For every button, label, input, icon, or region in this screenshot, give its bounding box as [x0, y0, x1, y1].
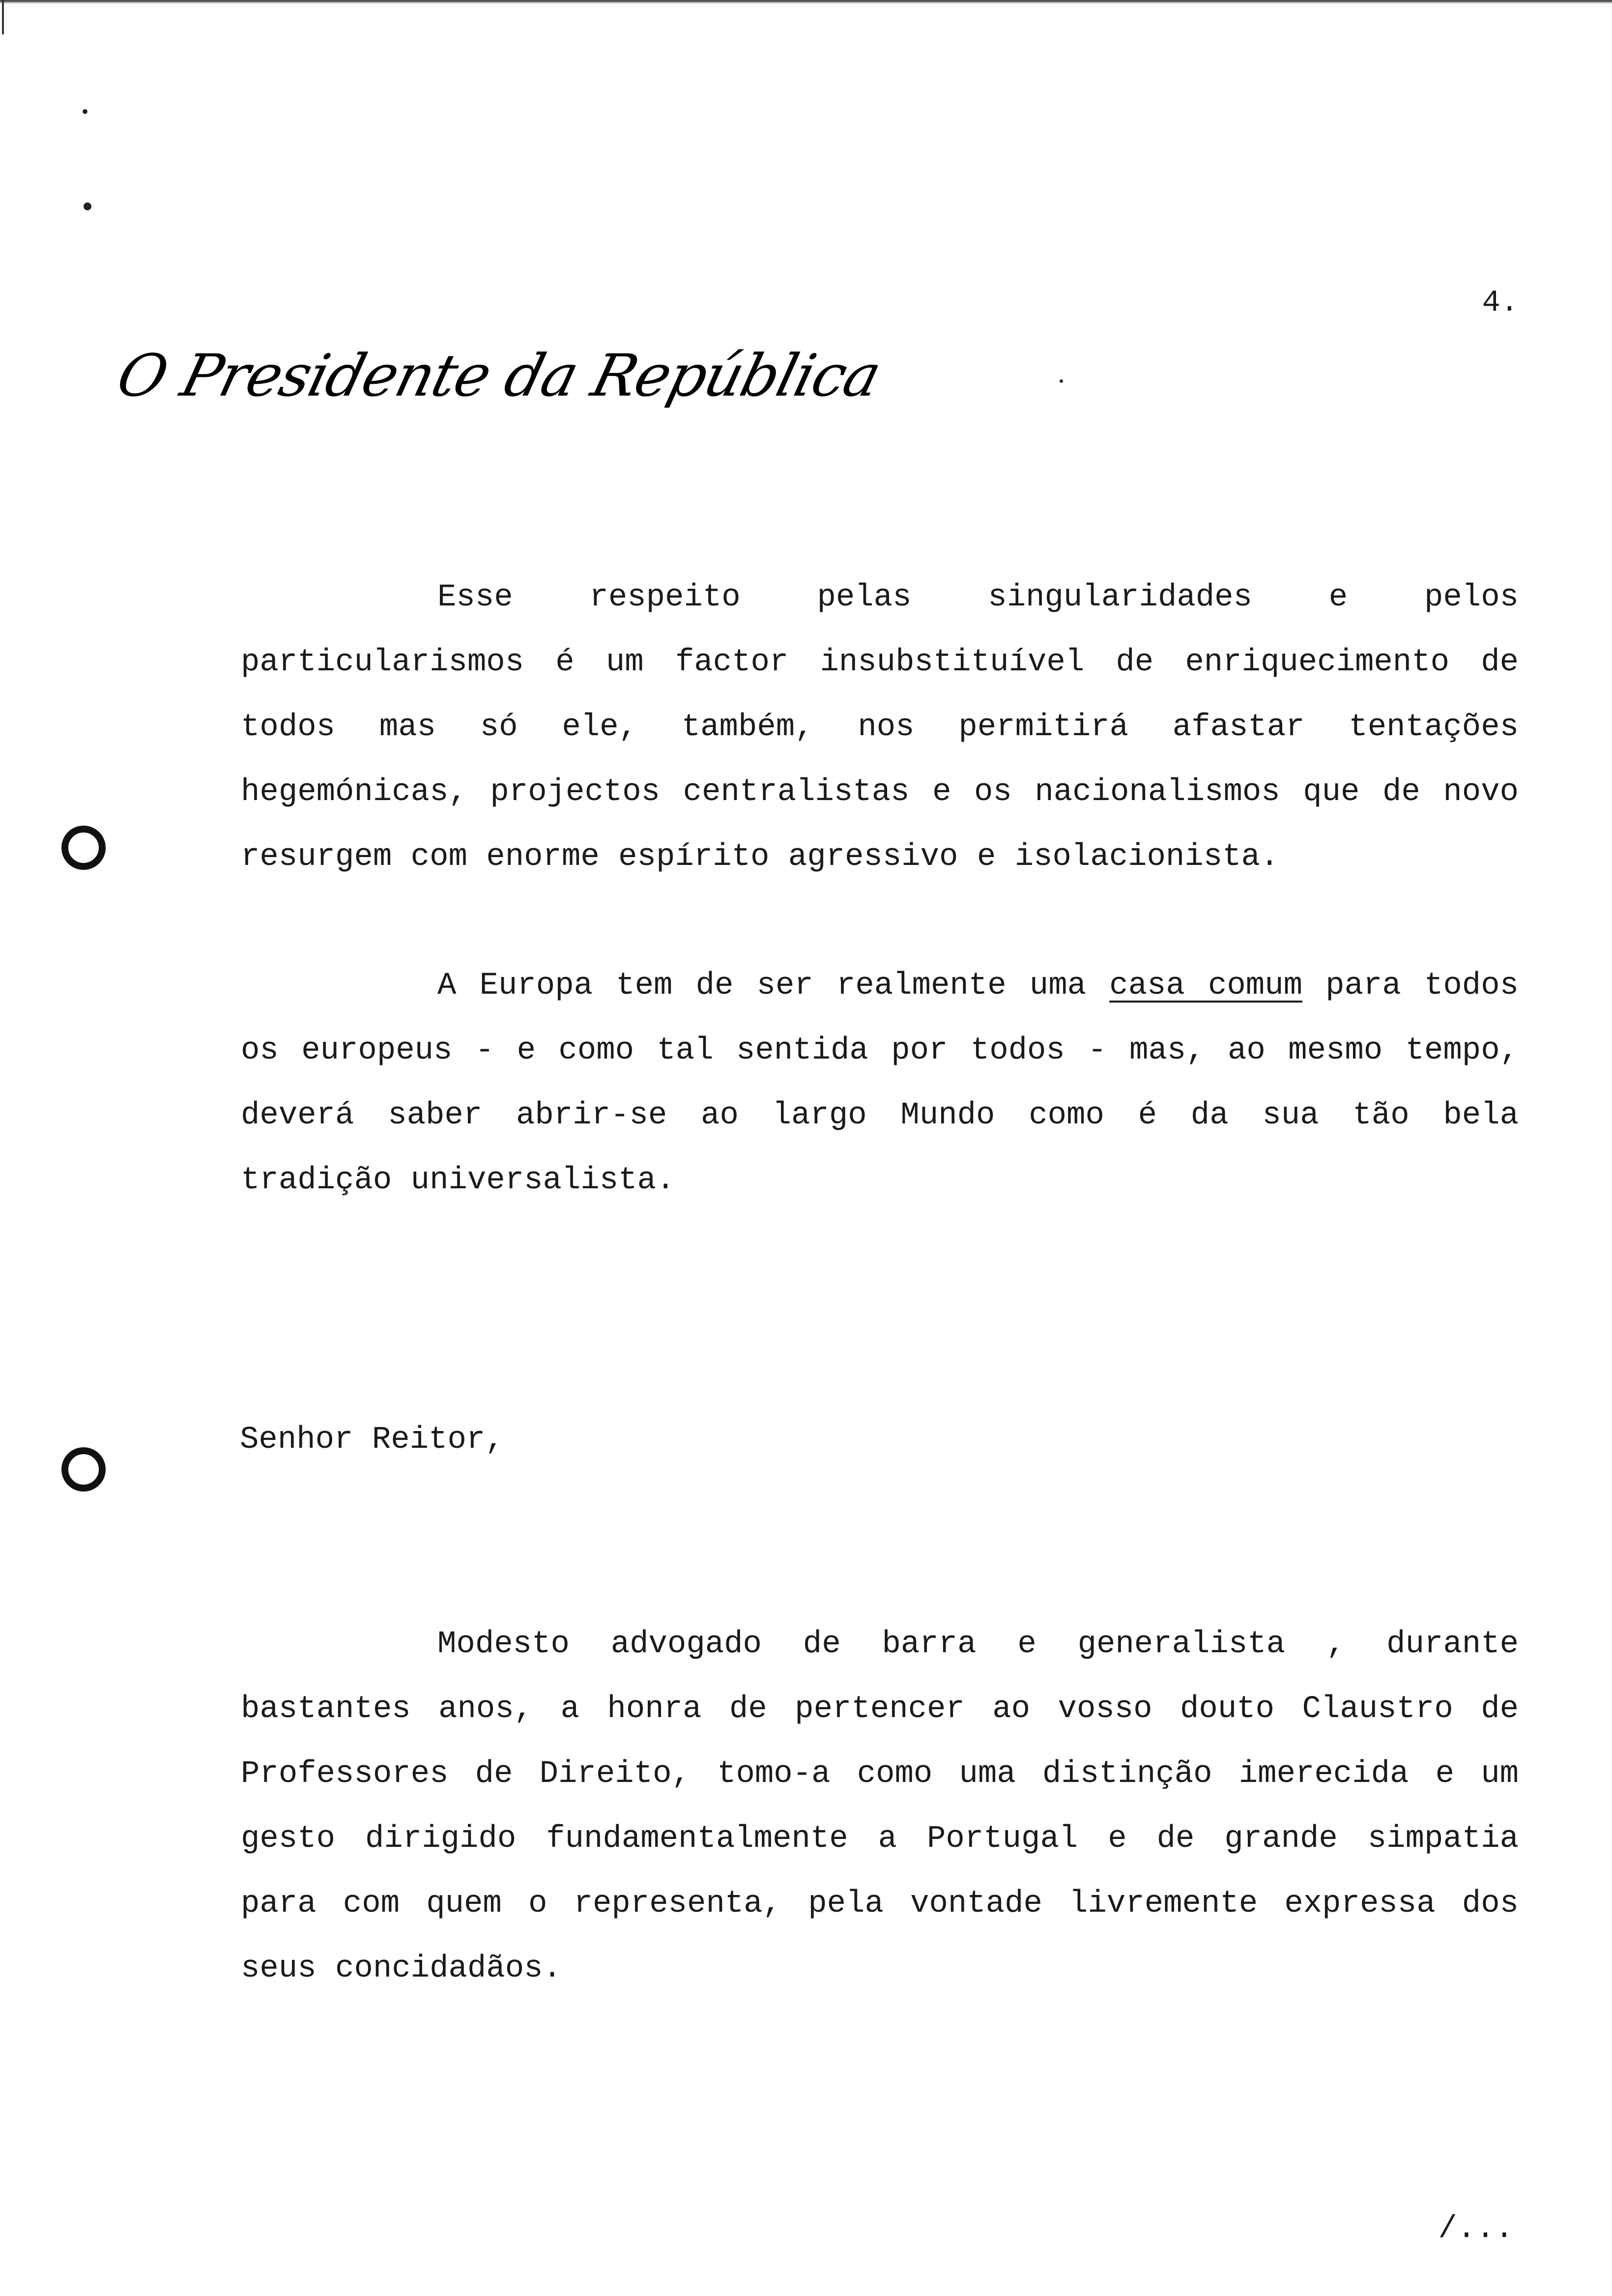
- paragraph-2-end: para todos os europeus - e como tal sentida por todos - mas, ao mesmo tempo, deverá saber abrir-se ao largo Mundo como é da sua tão bela tradição universalista.: [241, 968, 1519, 1198]
- salutation: Senhor Reitor,: [240, 1422, 504, 1458]
- letterhead-title: O Presidente da República: [111, 342, 887, 409]
- scan-left-mark: [2, 0, 4, 34]
- paragraph-1-text: Esse respeito pelas singularidades e pelos particularismos é um factor insubstituível de enriquecimento de todos mas só ele, também, nos permitirá afastar tentações hegemónicas, projectos centralistas e os nacionalismos que de novo resurgem com enorme espírito agressivo e isolacionista.: [241, 580, 1519, 875]
- paragraph-2-start: A Europa tem de ser realmente uma: [437, 968, 1110, 1004]
- page-number: 4.: [1482, 285, 1519, 320]
- scan-speck: [83, 109, 87, 114]
- paragraph-3: [241, 1612, 1519, 2001]
- scan-top-edge: [0, 0, 1612, 5]
- continuation-mark: /...: [1438, 2211, 1514, 2247]
- paragraph-1: [241, 565, 1519, 890]
- underlined-phrase: casa comum: [1109, 968, 1302, 1004]
- punch-hole-upper: [61, 826, 106, 870]
- paragraph-3-text: Modesto advogado de barra e generalista , durante bastantes anos, a honra de pertencer ao vosso douto Claustro de Professores de Direito, tomo-a como uma distinção imerecida e um gesto dirigido fundamentalmente a Portugal e de grande simpatia para com quem o representa, pela vontade livremente expressa dos seus concidadãos.: [241, 1627, 1519, 1986]
- scan-speck: [1060, 379, 1063, 383]
- scan-speck: [84, 202, 91, 210]
- punch-hole-lower: [61, 1447, 106, 1492]
- paragraph-2: [241, 953, 1519, 1213]
- paragraph-2-text: [241, 953, 1519, 1213]
